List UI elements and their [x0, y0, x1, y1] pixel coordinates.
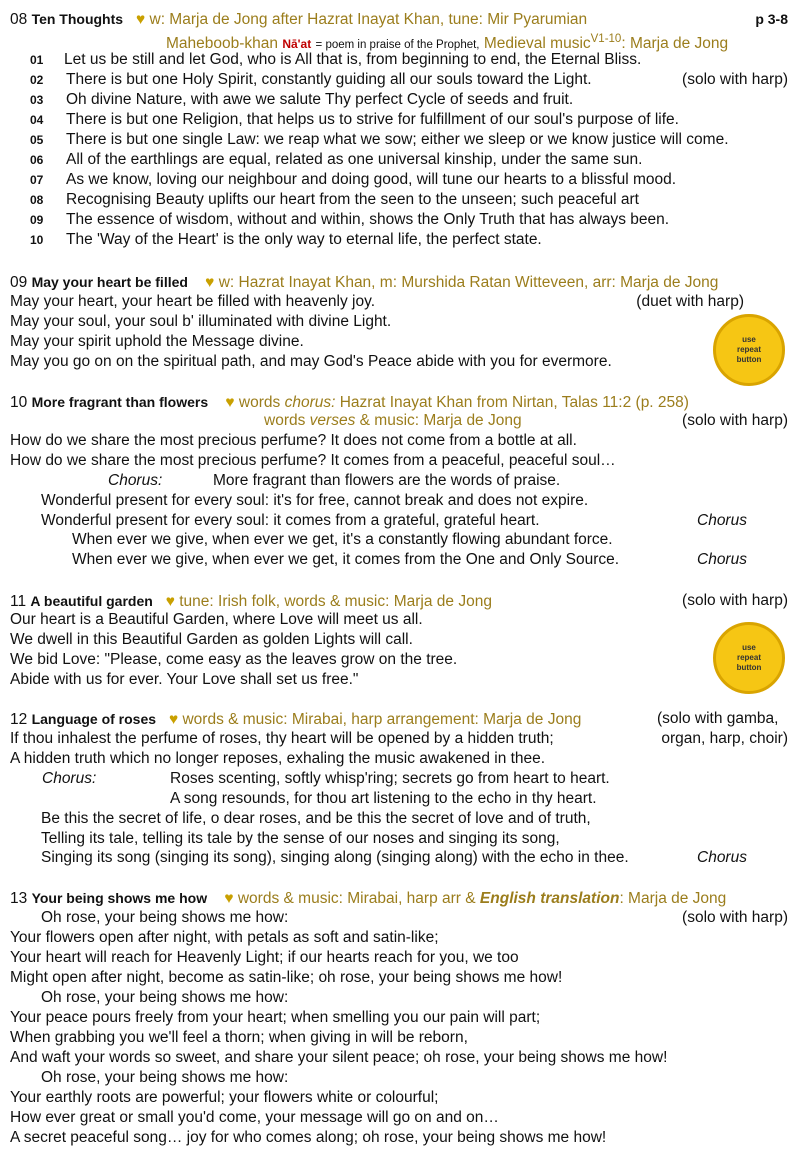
song-title: A beautiful garden: [30, 593, 153, 609]
credit-text: words: [238, 394, 281, 411]
song-number: 10: [10, 394, 28, 411]
performance-note: (solo with harp): [682, 909, 788, 926]
lyric-line: Singing its song (singing its song), singing along (singing along) with the echo in thee.: [41, 849, 629, 866]
lyric-line: How do we share the most precious perfume? It does not come from a bottle at all.: [10, 432, 577, 449]
heart-icon: ♥: [165, 593, 175, 610]
line-number: 07: [30, 173, 44, 187]
credit-text: Hazrat Inayat Khan from Nirtan, Talas 11:2 (p. 258): [339, 394, 689, 411]
lyric-line: When ever we give, when ever we get, it comes from the One and Only Source.: [72, 551, 620, 568]
credit-text: Maheboob-khan: [166, 35, 279, 53]
lyric-line: When grabbing you we'll feel a thorn; when giving in will be reborn,: [10, 1029, 468, 1046]
song-11-header: [10, 591, 492, 612]
lyric-line: May your heart, your heart be filled with heavenly joy.: [10, 293, 376, 310]
song-title: Language of roses: [31, 711, 157, 727]
button-label: button: [736, 663, 762, 672]
performance-note: (duet with harp): [636, 293, 744, 310]
repeat-button[interactable]: [713, 314, 785, 386]
performance-note: (solo with gamba,: [657, 710, 779, 727]
lyric-line: The essence of wisdom, without and within, shows the Only Truth that has always been.: [66, 211, 670, 228]
credit-text: & music: Marja de Jong: [359, 412, 522, 429]
line-number: 01: [30, 53, 44, 67]
heart-icon: ♥: [168, 711, 179, 728]
line-number: 06: [30, 153, 44, 167]
lyric-line: Your heart will reach for Heavenly Light; if our hearts reach for you, we too: [10, 949, 519, 966]
button-label: button: [736, 355, 762, 364]
line-number: 05: [30, 133, 44, 147]
song-number: 12: [10, 711, 28, 728]
song-title: Your being shows me how: [31, 890, 208, 906]
lyric-line: Oh rose, your being shows me how:: [41, 989, 289, 1006]
line-number: 09: [30, 213, 44, 227]
credit-text: English translation: [479, 890, 620, 907]
performance-note: (solo with harp): [682, 412, 788, 429]
lyric-line: Be this the secret of life, o dear roses, and be this the secret of love and of truth,: [41, 810, 591, 827]
verse-range: V1-10: [590, 33, 622, 45]
song-credit: tune: Irish folk, words & music: Marja de Jong: [179, 593, 492, 610]
line-number: 10: [30, 233, 44, 247]
lyric-line: The 'Way of the Heart' is the only way to eternal life, the perfect state.: [66, 231, 542, 248]
lyric-line: Let us be still and let God, who is All that is, from beginning to end, the Eternal Bliss.: [64, 51, 642, 68]
lyric-line: How ever great or small you'd come, your message will go on and on…: [10, 1109, 499, 1126]
performance-note: (solo with harp): [682, 592, 788, 609]
chorus-line: Roses scenting, softly whisp'ring; secrets go from heart to heart.: [170, 770, 610, 787]
lyric-line: Your peace pours freely from your heart; when smelling you our pain will part;: [10, 1009, 541, 1026]
song-credit: w: Marja de Jong after Hazrat Inayat Khan, tune: Mir Pyarumian: [149, 11, 588, 28]
lyric-line: As we know, loving our neighbour and doing good, will tune our hearts to a blissful mood.: [66, 171, 677, 188]
song-title: More fragrant than flowers: [31, 394, 209, 410]
lyric-line: May your soul, your soul b' illuminated with divine Light.: [10, 313, 392, 330]
button-label: use: [742, 643, 756, 652]
credit-text: : Marja de Jong: [621, 35, 729, 53]
lyric-line: There is but one Holy Spirit, constantly guiding all our souls toward the Light.: [66, 71, 592, 88]
song-number: 11: [10, 593, 27, 610]
lyric-line: A secret peaceful song… joy for who comes along; oh rose, your being shows me how!: [10, 1129, 607, 1146]
lyric-line: And waft your words so sweet, and share your silent peace; oh rose, your being shows me how!: [10, 1049, 668, 1066]
chorus-mark: Chorus: [697, 512, 747, 529]
performance-note: (solo with harp): [682, 71, 788, 88]
credit-text: words: [264, 412, 306, 429]
lyric-line: When ever we give, when ever we get, it's a constantly flowing abundant force.: [72, 531, 613, 548]
lyric-line: Recognising Beauty uplifts our heart from the seen to the unseen; such peaceful art: [66, 191, 639, 208]
song-number: 08: [10, 11, 28, 28]
song-10-credit-line2: [264, 411, 522, 431]
credit-text: chorus:: [284, 394, 336, 411]
lyric-line: All of the earthlings are equal, related as one universal kinship, under the same sun.: [66, 151, 643, 168]
lyric-line: Your earthly roots are powerful; your flowers white or colourful;: [10, 1089, 439, 1106]
heart-icon: ♥: [135, 11, 146, 28]
lyric-line: There is but one single Law: we reap what we sow; either we sleep or we know justice will come.: [66, 131, 729, 148]
line-number: 03: [30, 93, 44, 107]
chorus-line: A song resounds, for thou art listening to the echo in thy heart.: [170, 790, 597, 807]
lyric-line: How do we share the most precious perfume? It comes from a peaceful, peaceful soul…: [10, 452, 616, 469]
credit-text: Medieval music: [483, 35, 591, 53]
credit-text: : Marja de Jong: [619, 890, 727, 907]
line-number: 08: [30, 193, 44, 207]
repeat-button[interactable]: [713, 622, 785, 694]
song-title: Ten Thoughts: [31, 11, 124, 27]
lyric-line: Oh rose, your being shows me how:: [41, 1069, 289, 1086]
lyric-line: Telling its tale, telling its tale by the sense of our noses and singing its song,: [41, 830, 560, 847]
heart-icon: ♥: [225, 394, 235, 411]
chorus-mark: Chorus: [697, 551, 747, 568]
heart-icon: ♥: [224, 890, 234, 907]
song-title: May your heart be filled: [31, 274, 188, 290]
lyric-line: A hidden truth which no longer reposes, exhaling the music awakened in thee.: [10, 750, 546, 767]
chorus-label: Chorus:: [108, 472, 163, 489]
lyric-line: We dwell in this Beautiful Garden as golden Lights will call.: [10, 631, 413, 648]
lyric-line: If thou inhalest the perfume of roses, thy heart will be opened by a hidden truth;: [10, 730, 554, 747]
chorus-line: More fragrant than flowers are the words of praise.: [213, 472, 561, 489]
song-13-header: [10, 888, 726, 909]
lyric-line: Abide with us for ever. Your Love shall set us free.": [10, 671, 359, 688]
naat-description: = poem in praise of the Prophet,: [315, 39, 480, 52]
lyric-line: Wonderful present for every soul: it's for free, cannot break and does not expire.: [41, 492, 589, 509]
song-08-header: [10, 9, 587, 30]
song-credit: w: Hazrat Inayat Khan, m: Murshida Ratan Witteveen, arr: Marja de Jong: [218, 274, 719, 291]
song-credit: words & music: Mirabai, harp arrangement: Marja de Jong: [182, 711, 582, 728]
lyric-line: We bid Love: "Please, come easy as the leaves grow on the tree.: [10, 651, 458, 668]
performance-note: organ, harp, choir): [661, 730, 788, 747]
song-09-header: [10, 272, 718, 293]
lyric-line: Wonderful present for every soul: it comes from a grateful, grateful heart.: [41, 512, 540, 529]
song-number: 13: [10, 890, 28, 907]
song-10-header: [10, 392, 689, 413]
button-label: use: [742, 335, 756, 344]
naat-label: Nā'at: [282, 37, 312, 52]
lyric-line: Your flowers open after night, with petals as soft and satin-like;: [10, 929, 439, 946]
credit-text: verses: [309, 412, 356, 429]
page-reference: p 3-8: [755, 11, 788, 27]
song-12-header: [10, 709, 581, 730]
song-number: 09: [10, 274, 28, 291]
heart-icon: ♥: [205, 274, 215, 291]
line-number: 04: [30, 113, 44, 127]
credit-text: words & music: Mirabai, harp arr &: [237, 890, 476, 907]
lyric-line: Oh rose, your being shows me how:: [41, 909, 289, 926]
lyric-line: Might open after night, become as satin-like; oh rose, your being shows me how!: [10, 969, 563, 986]
lyric-line: May your spirit uphold the Message divine.: [10, 333, 304, 350]
button-label: repeat: [736, 653, 761, 662]
lyric-line: There is but one Religion, that helps us to strive for fulfillment of our soul's purpose of life.: [66, 111, 679, 128]
lyric-line: May you go on on the spiritual path, and may God's Peace abide with you for evermore.: [10, 353, 612, 370]
lyric-line: Oh divine Nature, with awe we salute Thy perfect Cycle of seeds and fruit.: [66, 91, 574, 108]
chorus-mark: Chorus: [697, 849, 747, 866]
button-label: repeat: [736, 345, 761, 354]
line-number: 02: [30, 73, 44, 87]
lyric-line: Our heart is a Beautiful Garden, where Love will meet us all.: [10, 611, 423, 628]
chorus-label: Chorus:: [42, 770, 97, 787]
